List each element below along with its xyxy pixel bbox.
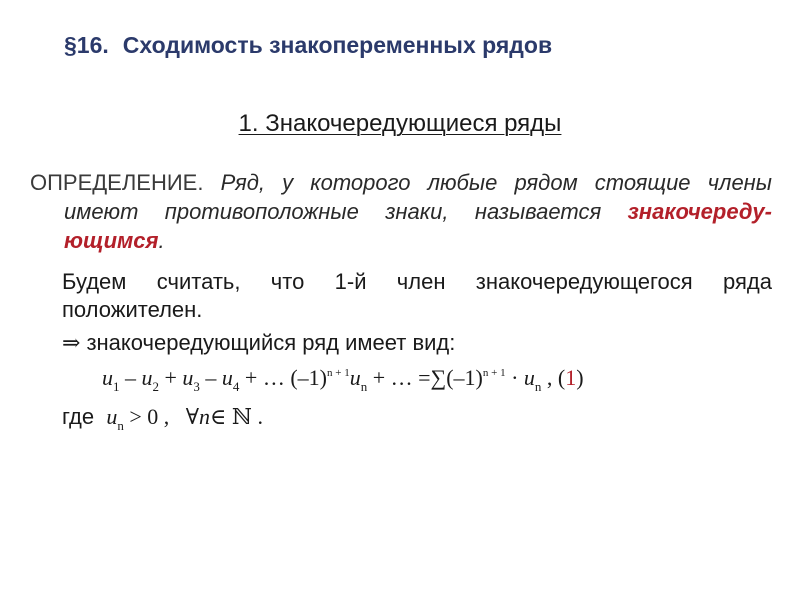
formula-u4: u (221, 365, 233, 390)
formula-sub-n: n (360, 379, 368, 394)
definition-block (30, 168, 772, 255)
condition-in-naturals: ∈ ℕ . (210, 404, 263, 429)
formula-exponent-2: n + 1 (482, 367, 506, 379)
formula-neg-one: (–1) (446, 365, 483, 390)
definition-line-3 (30, 226, 772, 255)
formula-sub4: 4 (232, 379, 240, 394)
formula-un-2: u (523, 365, 535, 390)
assumption-paragraph (62, 268, 772, 324)
formula-u2: u (141, 365, 153, 390)
formula-sub-n-2: n (534, 379, 542, 394)
definition-end: . (158, 228, 165, 253)
formula-minus-2: – (199, 365, 222, 390)
formula-sub1: 1 (113, 379, 120, 394)
definition-highlight-2: ющимся (64, 228, 159, 253)
definition-text-1: Ряд, у которого любые рядом стоящие члены (220, 170, 772, 195)
formula-minus-1: – (119, 365, 142, 390)
formula-plus: + (159, 365, 183, 390)
page-title (64, 32, 744, 59)
formula-close-paren: ) (576, 365, 584, 390)
formula-exponent-1: n + 1 (326, 367, 350, 379)
series-formula (102, 365, 772, 395)
sum-icon: ∑ (430, 365, 447, 390)
condition-math (106, 404, 263, 433)
formula-general-sign: + … (–1) (239, 365, 327, 390)
definition-line-1 (30, 168, 772, 197)
implication-line (62, 330, 772, 356)
definition-line-2 (30, 197, 772, 226)
formula-un: u (349, 365, 361, 390)
definition-text-2: имеют противоположные знаки, называется (64, 199, 602, 224)
assumption-line-1: Будем считать, что 1-й член знакочередующегося ряда (62, 269, 772, 294)
formula-u1: u (102, 365, 113, 390)
condition-word: где (62, 404, 95, 429)
subsection-heading (0, 110, 800, 138)
definition-term: ОПРЕДЕЛЕНИЕ. (30, 170, 204, 195)
formula-cdot: · (505, 365, 524, 390)
condition-gt-zero: > 0 , (123, 404, 170, 429)
forall-icon: ∀ (185, 404, 200, 429)
section-title-text: Сходимость знакопеременных рядов (122, 32, 553, 58)
implication-text: знакочередующийся ряд имеет вид: (86, 330, 456, 355)
formula-sub3: 3 (193, 379, 200, 394)
condition-n: n (199, 404, 211, 429)
formula-comma: , ( (541, 365, 566, 390)
section-number: §16. (64, 32, 109, 58)
formula-equals: + … = (367, 365, 431, 390)
condition-line (62, 404, 562, 434)
implies-arrow-icon: ⇒ (62, 331, 81, 356)
subsection-heading-text: 1. Знакочередующиеся ряды (238, 110, 562, 137)
equation-number: 1 (565, 365, 577, 390)
definition-highlight-1: знакочереду- (627, 199, 772, 224)
assumption-line-2: положителен. (62, 297, 203, 322)
formula-u3: u (182, 365, 194, 390)
condition-u: u (106, 404, 118, 429)
formula-sub2: 2 (152, 379, 159, 394)
condition-sub-n: n (117, 418, 124, 433)
